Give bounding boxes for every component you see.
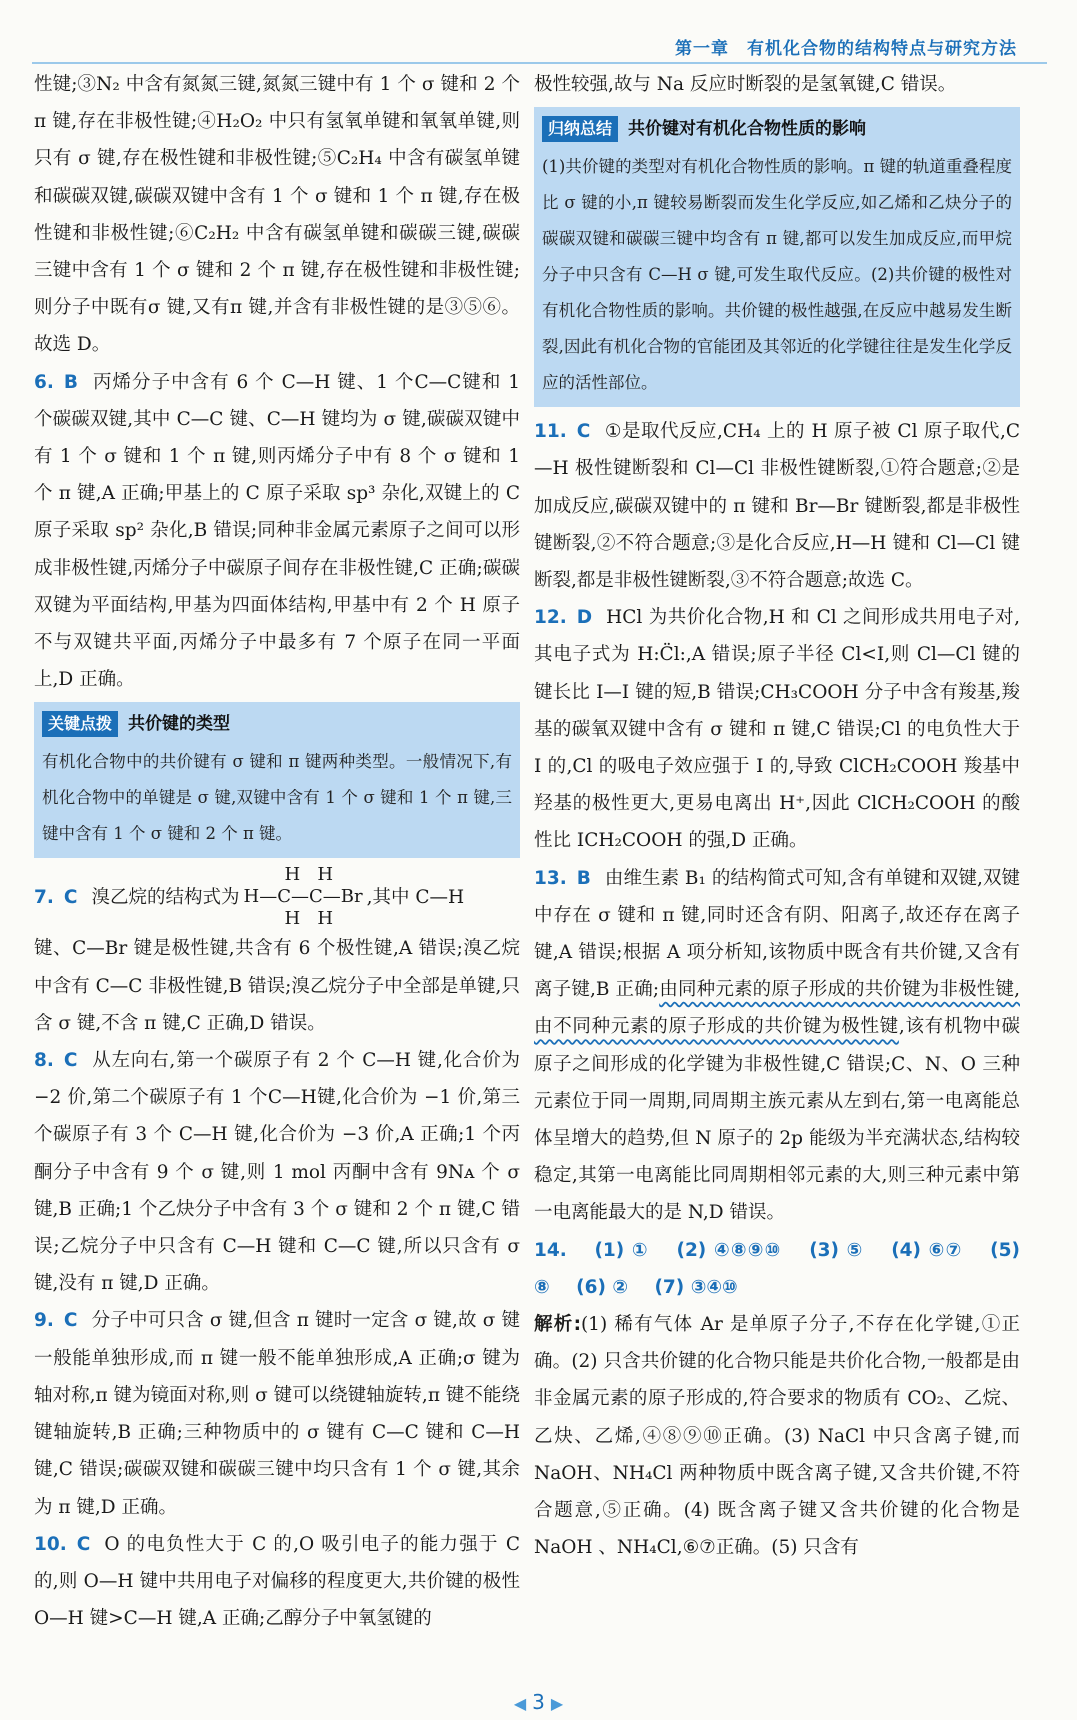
question-11: [534, 413, 1020, 599]
q13-highlight: 由同种元素的原子形成的共价键为非极性键,由不同种元素的原子形成的共价键为极性键: [534, 979, 1020, 1038]
q13-answer: B: [576, 867, 591, 889]
page-footer: [0, 1690, 1077, 1714]
q14-explanation-label: 解析:: [534, 1314, 581, 1336]
q12-number: 12.: [534, 607, 567, 629]
q14-explanation: [534, 1306, 1020, 1566]
question-9: [34, 1302, 520, 1525]
tip-box-tag: 关键点拨: [42, 711, 118, 737]
q12-text: HCl 为共价化合物,H 和 Cl 之间形成共用电子对,其电子式为 H:C̈l:,A 错误;原子半径 Cl<I,则 Cl—Cl 键的键长比 I—I 键的短,B 错误;CH₃COOH 分子中含有羧基,羧基的碳氧双键中含有 σ 键和 π 键,C 错误;Cl 的电负性大于 I 的,Cl 的吸电子效应强于 I 的,导致 ClCH₂COOH 羧基中羟基的极性更大,更易电离出 H⁺,因此 ClCH₂COOH 的酸性比 ICH₂COOH 的强,D 正确。: [534, 607, 1020, 852]
q11-answer: C: [576, 421, 591, 443]
q14-answer-3: (3) ⑤: [809, 1239, 864, 1261]
q8-answer: C: [63, 1050, 78, 1072]
q14-answer-2: (2) ④⑧⑨⑩: [676, 1239, 782, 1261]
q6-number: 6.: [34, 371, 54, 393]
q7-tail: ,其中 C—H: [366, 886, 465, 908]
question-7-head: [34, 864, 520, 930]
q11-number: 11.: [534, 421, 567, 443]
q10-answer: C: [76, 1533, 91, 1555]
tip-box-body: 有机化合物中的共价键有 σ 键和 π 键两种类型。一般情况下,有机化合物中的单键是 σ 键,双键中含有 1 个 σ 键和 1 个 π 键,三键中含有 1 个 σ 键和 2 个 π 键。: [42, 752, 512, 844]
right-arrow-icon: ▶: [550, 1694, 564, 1713]
q9-text: 分子中可只含 σ 键,但含 π 键时一定含 σ 键,故 σ 键一般能单独形成,而 π 键一般不能单独形成,A 正确;σ 键为轴对称,π 键为镜面对称,则 σ 键可以绕键轴旋转,π 键不能绕键轴旋转,B 正确;三种物质中的 σ 键有 C—C 键和 C—H 键,C 错误;碳碳双键和碳碳三键中均只含有 1 个 σ 键,其余为 π 键,D 正确。: [34, 1310, 520, 1518]
q8-number: 8.: [34, 1050, 54, 1072]
left-arrow-icon: ◀: [513, 1694, 527, 1713]
page-number: 3: [532, 1690, 545, 1714]
q13-text-b: ,该有机物中碳原子之间形成的化学键为非极性键,C 错误;C、N、O 三种元素位于同一周期,同周期主族元素从左到右,第一电离能总体呈增大的趋势,但 N 原子的 2p 能级为半充满状态,结构较稳定,其第一电离能比同周期相邻元素的大,则三种元素中第一电离能最大的是 N,D 错误。: [534, 1016, 1020, 1224]
intro-paragraph: 性键;③N₂ 中含有氮氮三键,氮氮三键中有 1 个 σ 键和 2 个 π 键,存在非极性键;④H₂O₂ 中只有氢氧单键和氧氧单键,则只有 σ 键,存在极性键和非极性键;⑤C₂H₄ 中含有碳氢单键和碳碳双键,碳碳双键中含有 1 个 σ 键和 1 个 π 键,存在极性键和非极性键;⑥C₂H₂ 中含有碳氢单键和碳碳三键,碳碳三键中含有 1 个 σ 键和 2 个 π 键,存在极性键和非极性键;则分子中既有σ 键,又有π 键,并含有非极性键的是③⑤⑥。故选 D。: [34, 74, 520, 356]
q7-lead: 溴乙烷的结构式为: [91, 886, 240, 908]
question-8: [34, 1042, 520, 1302]
summary-tag: 归纳总结: [542, 116, 618, 142]
question-6: [34, 364, 520, 699]
right-column: [534, 66, 1020, 1567]
q14-answer-5: (5) ⑧: [534, 1239, 1020, 1298]
q10-text: O 的电负性大于 C 的,O 吸引电子的能力强于 C 的,则 O—H 键中共用电子对偏移的程度更大,共价键的极性 O—H 键>C—H 键,A 正确;乙醇分子中氧氢键的: [34, 1533, 520, 1630]
q9-number: 9.: [34, 1310, 54, 1332]
q14-explanation-text: (1) 稀有气体 Ar 是单原子分子,不存在化学键,①正确。(2) 只含共价键的化合物只能是共价化合物,一般都是由非金属元素的原子形成的,符合要求的物质有 CO₂、乙烷、乙炔、乙烯,④⑧⑨⑩正确。(3) NaCl 中只含离子键,而 NaOH、NH₄Cl 两种物质中既含离子键,又含共价键,不符合题意,⑤正确。(4) 既含离子键又含共价键的化合物是 NaOH 、NH₄Cl,⑥⑦正确。(5) 只含有: [534, 1314, 1020, 1559]
tip-box-key-points: [34, 702, 520, 858]
left-column: [34, 66, 520, 1637]
q13-text-a: 由维生素 B₁ 的结构简式可知,含有单键和双键,双键中存在 σ 键和 π 键,同时还含有阴、阳离子,故还存在离子键,A 错误;根据 A 项分析知,该物质中既含有共价键,又含有离子键,B 正确;: [534, 867, 1020, 1001]
q13-number: 13.: [534, 867, 567, 889]
bromoethane-structure: [244, 864, 363, 930]
q11-text: ①是取代反应,CH₄ 上的 H 原子被 Cl 原子取代,C—H 极性键断裂和 Cl—Cl 非极性键断裂,①符合题意;②是加成反应,碳碳双键中的 π 键和 Br—Br 键断裂,都是非极性键断裂,②不符合题意;③是化合反应,H—H 键和 Cl—Cl 键断裂,都是非极性键断裂,③不符合题意;故选 C。: [534, 421, 1020, 592]
question-10: [34, 1526, 520, 1638]
question-12: [534, 599, 1020, 859]
q6-text: 丙烯分子中含有 6 个 C—H 键、1 个C—C键和 1 个碳碳双键,其中 C—C 键、C—H 键均为 σ 键,碳碳双键中有 1 个 σ 键和 1 个 π 键,则丙烯分子中有 8 个 σ 键和 1 个 π 键,A 正确;甲基上的 C 原子采取 sp³ 杂化,双键上的 C 原子采取 sp² 杂化,B 错误;同种非金属元素原子之间可以形成非极性键,丙烯分子中碳原子间存在非极性键,C 正确;碳碳双键为平面结构,甲基为四面体结构,甲基中有 2 个 H 原子不与双键共平面,丙烯分子中最多有 7 个原子在同一平面上,D 正确。: [34, 371, 520, 691]
q8-text: 从左向右,第一个碳原子有 2 个 C—H 键,化合价为 −2 价,第二个碳原子有 1 个C—H键,化合价为 −1 价,第三个碳原子有 3 个 C—H 键,化合价为 −3 价,A 正确;1 个丙酮分子中含有 9 个 σ 键,则 1 mol 丙酮中含有 9Nᴀ 个 σ 键,B 正确;1 个乙炔分子中含有 3 个 σ 键和 2 个 π 键,C 错误;乙烷分子中只含有 C—H 键和 C—C 键,所以只含有 σ 键,没有 π 键,D 正确。: [34, 1050, 520, 1295]
structure-row-mid: H—C—C—Br: [243, 886, 363, 908]
summary-body: (1)共价键的类型对有机化合物性质的影响。π 键的轨道重叠程度比 σ 键的小,π 键较易断裂而发生化学反应,如乙烯和乙炔分子的碳碳双键和碳碳三键中均含有 π 键,都可以发生加成反应,而甲烷分子中只含有 C—H σ 键,可发生取代反应。(2)共价键的极性对有机化合物性质的影响。共价键的极性越强,在反应中越易发生断裂,因此有机化合物的官能团及其邻近的化学键往往是发生化学反应的活性部位。: [542, 157, 1012, 393]
q12-answer: D: [576, 607, 593, 629]
q14-answer-7: (7) ③④⑩: [654, 1276, 738, 1298]
q10-number: 10.: [34, 1533, 67, 1555]
structure-row-top: H H: [273, 864, 334, 886]
q7-answer: C: [63, 886, 78, 908]
chapter-header: 第一章 有机化合物的结构特点与研究方法: [675, 39, 1017, 59]
header-divider: [32, 62, 1047, 64]
q14-answer-4: (4) ⑥⑦: [891, 1239, 963, 1261]
q7-text: 键、C—Br 键是极性键,共含有 6 个极性键,A 错误;溴乙烷中含有 C—C 非极性键,B 错误;溴乙烷分子中全部是单键,只含 σ 键,不含 π 键,C 正确,D 错误。: [34, 938, 520, 1034]
question-13: [534, 860, 1020, 1232]
q14-answer-1: (1) ①: [594, 1239, 649, 1261]
q7-number: 7.: [34, 886, 54, 908]
q14-number: 14.: [534, 1239, 567, 1261]
question-14-answers: [534, 1232, 1020, 1306]
q14-answer-6: (6) ②: [576, 1276, 629, 1298]
structure-row-bottom: H H: [273, 908, 334, 930]
continued-paragraph: 极性较强,故与 Na 反应时断裂的是氢氧键,C 错误。: [534, 74, 957, 95]
q6-answer: B: [63, 371, 79, 393]
q9-answer: C: [63, 1310, 78, 1332]
tip-box-summary: [534, 107, 1020, 407]
tip-box-title: 共价键的类型: [128, 714, 231, 735]
summary-title: 共价键对有机化合物性质的影响: [628, 119, 867, 140]
